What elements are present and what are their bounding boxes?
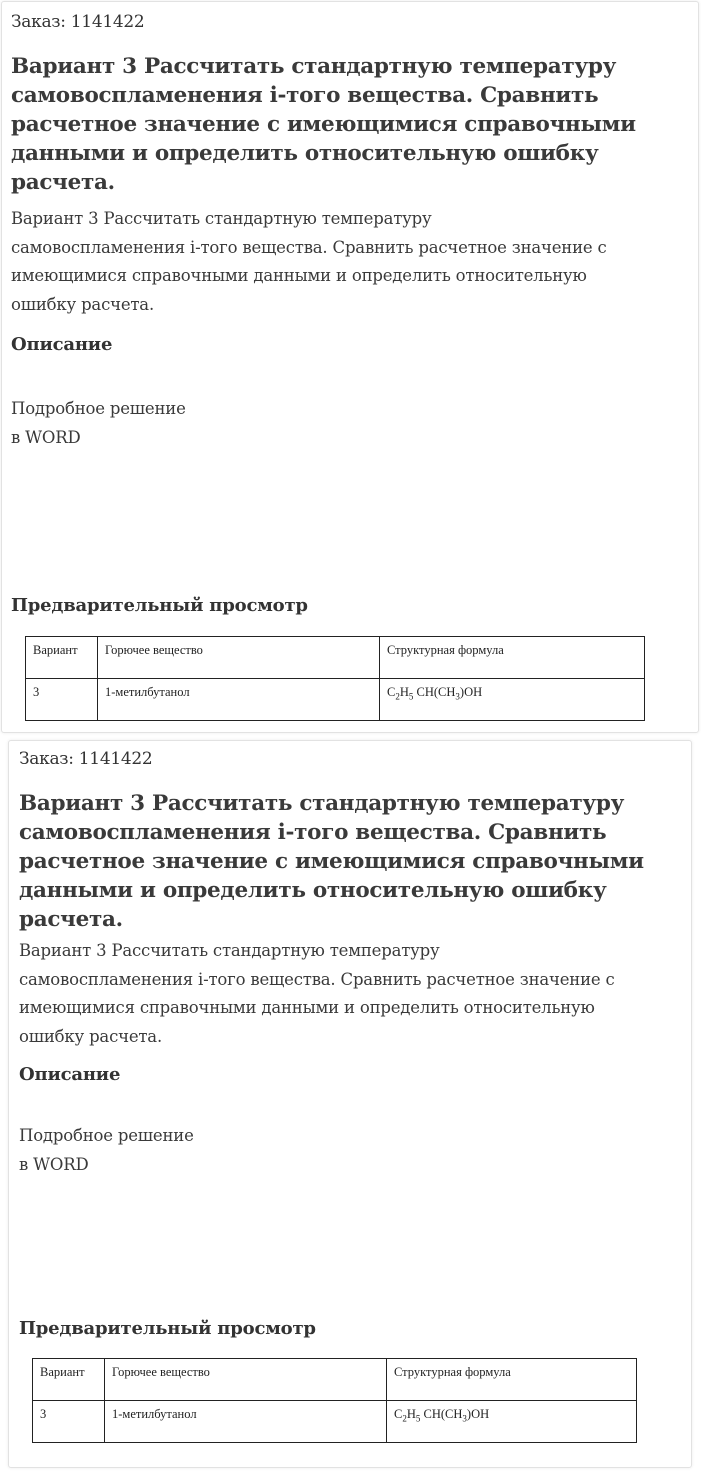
body-line: в WORD [19,1155,89,1174]
table-cell-variant: 3 [33,1401,105,1443]
title-line: расчета. [11,170,115,195]
body-line: Подробное решение [19,1126,194,1145]
summary-line: Вариант 3 Рассчитать стандартную температуру [11,209,432,228]
formula-subscript: 5 [408,691,414,702]
product-summary [11,205,696,319]
title-line: расчета. [19,907,123,932]
table-header-cell: Вариант [26,637,98,679]
title-line: Вариант 3 Рассчитать стандартную температуру [11,54,617,79]
formula-part: H [399,685,409,699]
table-cell-substance: 1-метилбутанол [98,679,380,721]
table-cell-substance: 1-метилбутанол [105,1401,387,1443]
body-line: Подробное решение [11,399,186,418]
preview-heading: Предварительный просмотр [11,595,308,616]
title-line: самовоспламенения i-того вещества. Сравнить [11,83,599,108]
table-cell-formula [387,1401,637,1443]
description-heading: Описание [19,1064,121,1085]
formula-part: )OH [466,1407,490,1421]
formula-part: H [406,1407,416,1421]
formula-subscript: 2 [395,691,400,702]
summary-line: самовоспламенения i-того вещества. Сравнить расчетное значение с [19,969,615,989]
order-number: Заказ: 1141422 [11,12,145,32]
title-line: данными и определить относительную ошибку [19,878,607,903]
table-cell-variant: 3 [26,679,98,721]
table-header-row [26,637,645,679]
formula-part: CH(CH [413,685,456,699]
description-body [11,394,186,452]
formula-subscript: 2 [402,1413,407,1424]
table-header-cell: Структурная формула [380,637,645,679]
preview-heading: Предварительный просмотр [19,1318,316,1339]
formula-subscript: 3 [455,691,460,702]
title-line: самовоспламенения i-того вещества. Сравнить [19,820,607,845]
preview-table [32,1358,637,1443]
table-cell-formula [380,679,645,721]
formula-subscript: 5 [415,1413,421,1424]
formula-part: C [387,685,396,699]
summary-line: имеющимися справочными данными и определить относительную [19,998,595,1017]
title-line: расчетное значение с имеющимися справочными [11,112,636,137]
table-row [33,1401,637,1443]
table-header-cell: Горючее вещество [98,637,380,679]
title-line: расчетное значение с имеющимися справочными [19,849,644,874]
title-line: Вариант 3 Рассчитать стандартную температуру [19,791,625,816]
description-body [19,1121,194,1179]
formula-part: C [394,1407,403,1421]
product-summary [19,937,689,1051]
summary-line: Вариант 3 Рассчитать стандартную температуру [19,941,440,960]
summary-line: ошибку расчета. [19,1026,162,1046]
summary-line: ошибку расчета. [11,294,154,314]
product-title [11,52,691,197]
table-header-cell: Вариант [33,1359,105,1401]
product-card [8,740,692,1468]
title-line: данными и определить относительную ошибку [11,141,599,166]
formula-subscript: 3 [462,1413,467,1424]
preview-table [25,636,645,721]
formula-part: CH(CH [420,1407,463,1421]
summary-line: самовоспламенения i-того вещества. Сравнить расчетное значение с [11,237,607,257]
summary-line: имеющимися справочными данными и определить относительную [11,266,587,285]
table-row [26,679,645,721]
body-line: в WORD [11,428,81,447]
description-heading: Описание [11,334,113,355]
table-header-cell: Горючее вещество [105,1359,387,1401]
formula-part: )OH [459,685,483,699]
product-card [1,1,699,733]
table-header-cell: Структурная формула [387,1359,637,1401]
table-header-row [33,1359,637,1401]
product-title [19,789,689,934]
order-number: Заказ: 1141422 [19,749,153,769]
